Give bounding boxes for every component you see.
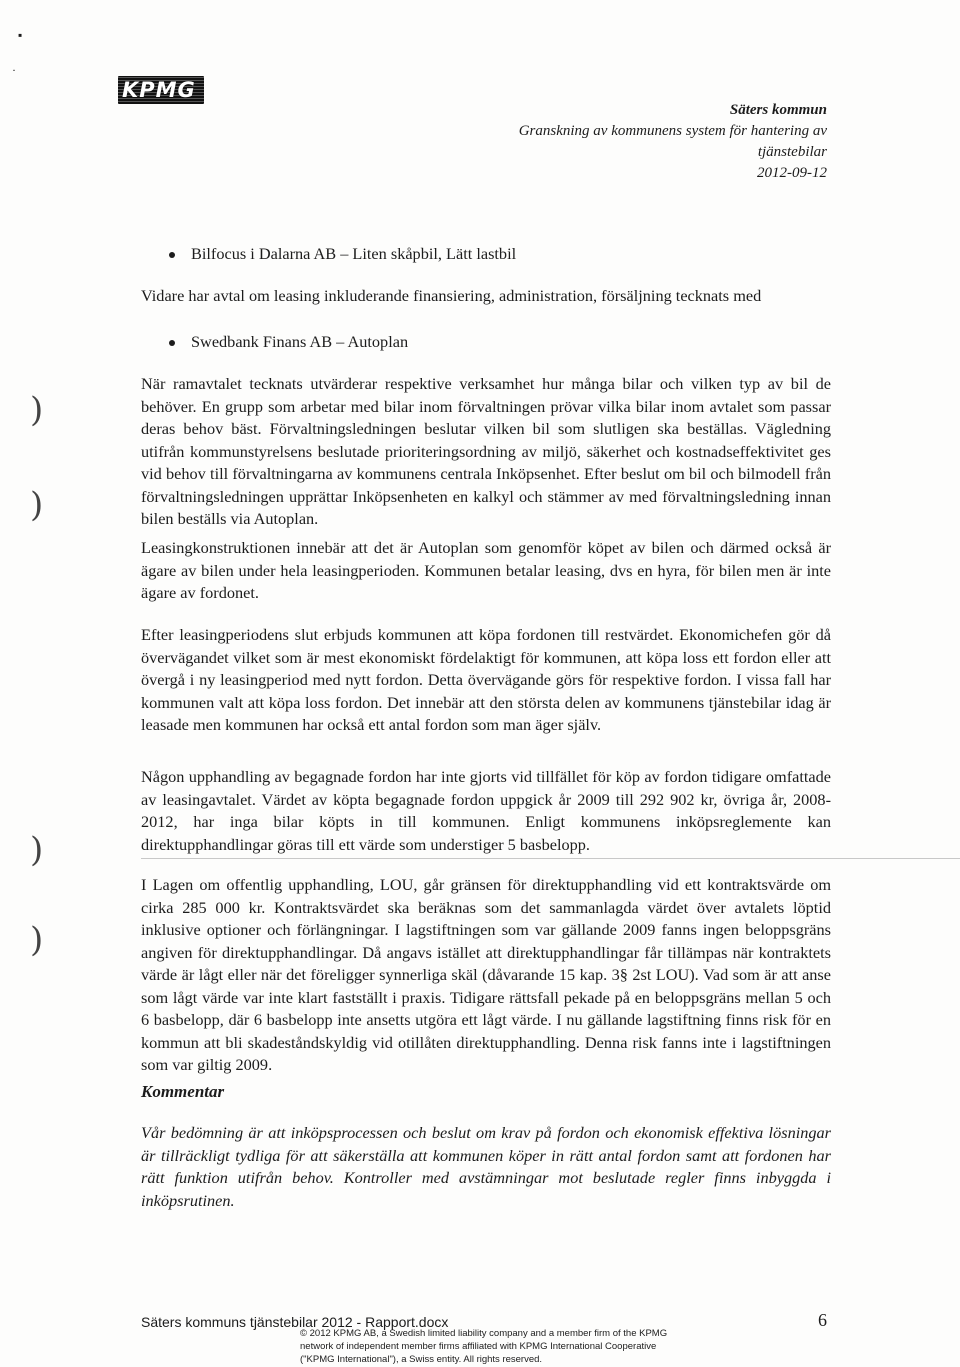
bullet-icon	[169, 252, 175, 258]
punch-hole-mark: )	[30, 830, 44, 870]
header-title-line2: tjänstebilar	[757, 144, 827, 160]
paragraph-leasing-intro: Vidare har avtal om leasing inkluderande finansiering, administration, försäljning tecknats med	[141, 286, 762, 305]
page-number: 6	[818, 1310, 827, 1330]
scan-mark: ▪	[18, 28, 23, 42]
bullet-text: Swedbank Finans AB – Autoplan	[191, 332, 409, 351]
kommentar-heading: Kommentar	[141, 1082, 225, 1101]
paragraph-upphandling: Någon upphandling av begagnade fordon har inte gjorts vid tillfället för köp av fordon tidigare omfattade av leasingavtalet. Värdet av köpta begagnade fordon uppgick år 2009 till 292 902 kr, övriga år, 2008-2012, har inga bilar köpts in till kommunen. Enligt kommunens inköpsreglemente kan direktupphandlingar göras till ett värde som understiger 5 basbelopp.	[141, 767, 831, 854]
paragraph-restvarde: Efter leasingperiodens slut erbjuds kommunen att köpa fordonen till restvärdet. Ekonomichefen gör då övervägandet vilket som är mest ekonomiskt fördelaktigt för kommunen, att köpa loss ett fordon eller att övergå i ny leasingperiod med nytt fordon. Detta övervägande görs för respektive fordon. I vissa fall har kommunen valt att köpa loss fordon. Det innebär att den största delen av kommunens tjänstebilar idag är leasade men kommunen har också ett antal fordon som man äger själv.	[141, 625, 831, 734]
scan-mark: ·	[12, 63, 16, 77]
paragraph-lou: I Lagen om offentlig upphandling, LOU, går gränsen för direktupphandling vid ett kontraktsvärde om cirka 285 000 kr. Kontraktsvärdet ska beräknas som det sammanlagda värdet över avtalets löptid inklusive optioner och förlängningar. I lagstiftningen som var gällande 2009 fanns ingen beloppsgräns angiven för direktupphandlingar. Då angavs istället att direktupphandlingar får tillämpas när kontraktets värde är lågt eller när det föreligger synnerliga skäl (dåvarande 15 kap. 3§ 2st LOU). Vad som är att anse som lågt värde var inte klart fastställt i praxis. Tidigare rättsfall pekade på en beloppsgräns mellan 5 och 6 basbelopp, där 6 basbelopp inte ansetts utgöra ett lågt värde. I nu gällande lagstiftning finns risk för en kommun att bli skadeståndskyldig vid otillåten direktupphandling. Denna risk fanns inte i lagstiftningen som var giltig 2009.	[141, 875, 831, 1074]
footer-copyright: © 2012 KPMG AB, a Swedish limited liability company and a member firm of the KPMG network of independent member firms affiliated with KPMG International Cooperative ("KPMG International"), a Swiss entity. All rights reserved.	[300, 1328, 668, 1365]
header-title-line1: Granskning av kommunens system för hantering av	[518, 123, 827, 139]
logo-text: KPMG	[122, 78, 196, 102]
document-header	[519, 100, 827, 184]
bullet-icon	[169, 340, 175, 346]
footer-filename: Säters kommuns tjänstebilar 2012 - Rapport.docx	[141, 1314, 449, 1330]
kpmg-logo	[118, 76, 204, 104]
punch-hole-mark: )	[30, 390, 44, 430]
punch-hole-mark: )	[30, 920, 44, 960]
header-date: 2012-09-12	[757, 165, 827, 181]
kommentar-text: Vår bedömning är att inköpsprocessen och beslut om krav på fordon och ekonomisk effektiva lösningar är tillräckligt tydliga för att säkerställa att kommunen köper in rätt antal fordon samt att fordonen har rätt funktion utifrån behov. Kontroller med avstämningar mot beslutade regler finns inbyggda i inköpsrutinen.	[141, 1123, 831, 1210]
punch-hole-mark: )	[30, 485, 44, 525]
bullet-item-bilfocus	[169, 244, 516, 264]
scan-divider-line	[141, 858, 960, 859]
bullet-text: Bilfocus i Dalarna AB – Liten skåpbil, Lätt lastbil	[191, 244, 517, 263]
paragraph-konstruktion: Leasingkonstruktionen innebär att det är Autoplan som genomför köpet av bilen och därmed också är ägare av bilen under hela leasingperioden. Kommunen betalar leasing, dvs en hyra, för bilen men är inte ägare av fordonet.	[141, 538, 831, 602]
bullet-item-swedbank	[169, 332, 408, 352]
paragraph-ramavtal: När ramavtalet tecknats utvärderar respektive verksamhet hur många bilar och vilken typ av bil de behöver. En grupp som arbetar med bilar inom förvaltningen prövar vilka bilar inom avtalet som passar deras behov bäst. Förvaltningsledningen beslutar vilken bil som slutligen ska beställas. Vägledning utifrån kommunstyrelsens beslutade prioriteringsordning av miljö, säkerhet och kostnadseffektivitet ges vid behov till förvaltningarna av kommunens centrala Inköpsenhet. Efter beslut om bil och bilmodell från förvaltningsledningen upprättar Inköpsenheten en kalkyl och stämmer av med förvaltningsledning innan bilen beställs via Autoplan.	[141, 374, 831, 528]
header-organization: Säters kommun	[729, 102, 827, 118]
